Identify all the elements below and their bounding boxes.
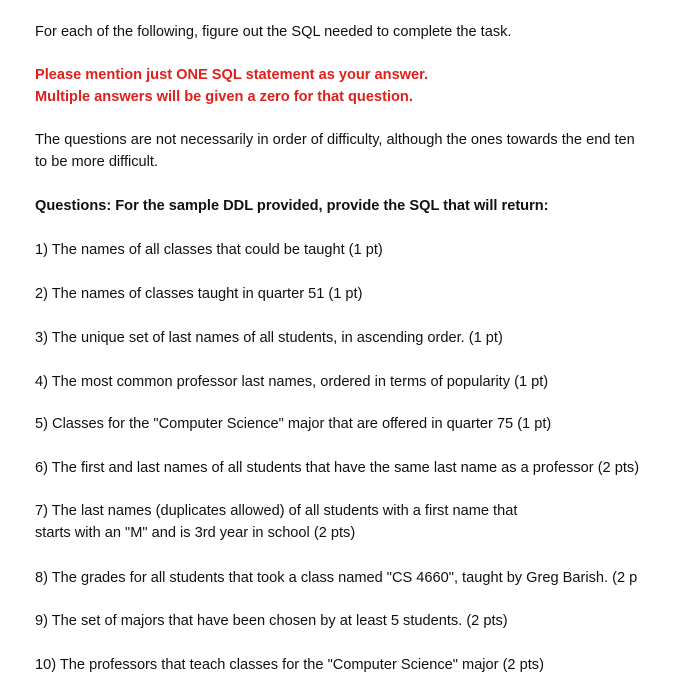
question-6: 6) The first and last names of all students that have the same last name as a professor (2 pts) bbox=[35, 460, 640, 476]
question-2: 2) The names of classes taught in quarter 51 (1 pt) bbox=[35, 286, 363, 302]
question-8: 8) The grades for all students that took a class named "CS 4660", taught by Greg Barish. (2 p bbox=[35, 570, 638, 586]
question-1: 1) The names of all classes that could be taught (1 pt) bbox=[35, 242, 383, 258]
question-5: 5) Classes for the "Computer Science" major that are offered in quarter 75 (1 pt) bbox=[35, 416, 552, 432]
warning-line-2: Multiple answers will be given a zero for that question. bbox=[35, 89, 413, 105]
questions-heading: Questions: For the sample DDL provided, provide the SQL that will return: bbox=[35, 198, 549, 214]
note-line-2: to be more difficult. bbox=[35, 154, 159, 170]
warning-line-1: Please mention just ONE SQL statement as your answer. bbox=[35, 67, 429, 83]
note-line-1: The questions are not necessarily in order of difficulty, although the ones towards the end ten bbox=[35, 132, 635, 148]
question-7-line-2: starts with an "M" and is 3rd year in school (2 pts) bbox=[35, 525, 356, 541]
question-7-line-1: 7) The last names (duplicates allowed) of all students with a first name that bbox=[35, 503, 518, 519]
question-10: 10) The professors that teach classes for the "Computer Science" major (2 pts) bbox=[35, 657, 544, 673]
intro-text: For each of the following, figure out the SQL needed to complete the task. bbox=[35, 24, 512, 40]
question-3: 3) The unique set of last names of all students, in ascending order. (1 pt) bbox=[35, 330, 503, 346]
question-9: 9) The set of majors that have been chosen by at least 5 students. (2 pts) bbox=[35, 613, 508, 629]
question-4: 4) The most common professor last names, ordered in terms of popularity (1 pt) bbox=[35, 374, 549, 390]
